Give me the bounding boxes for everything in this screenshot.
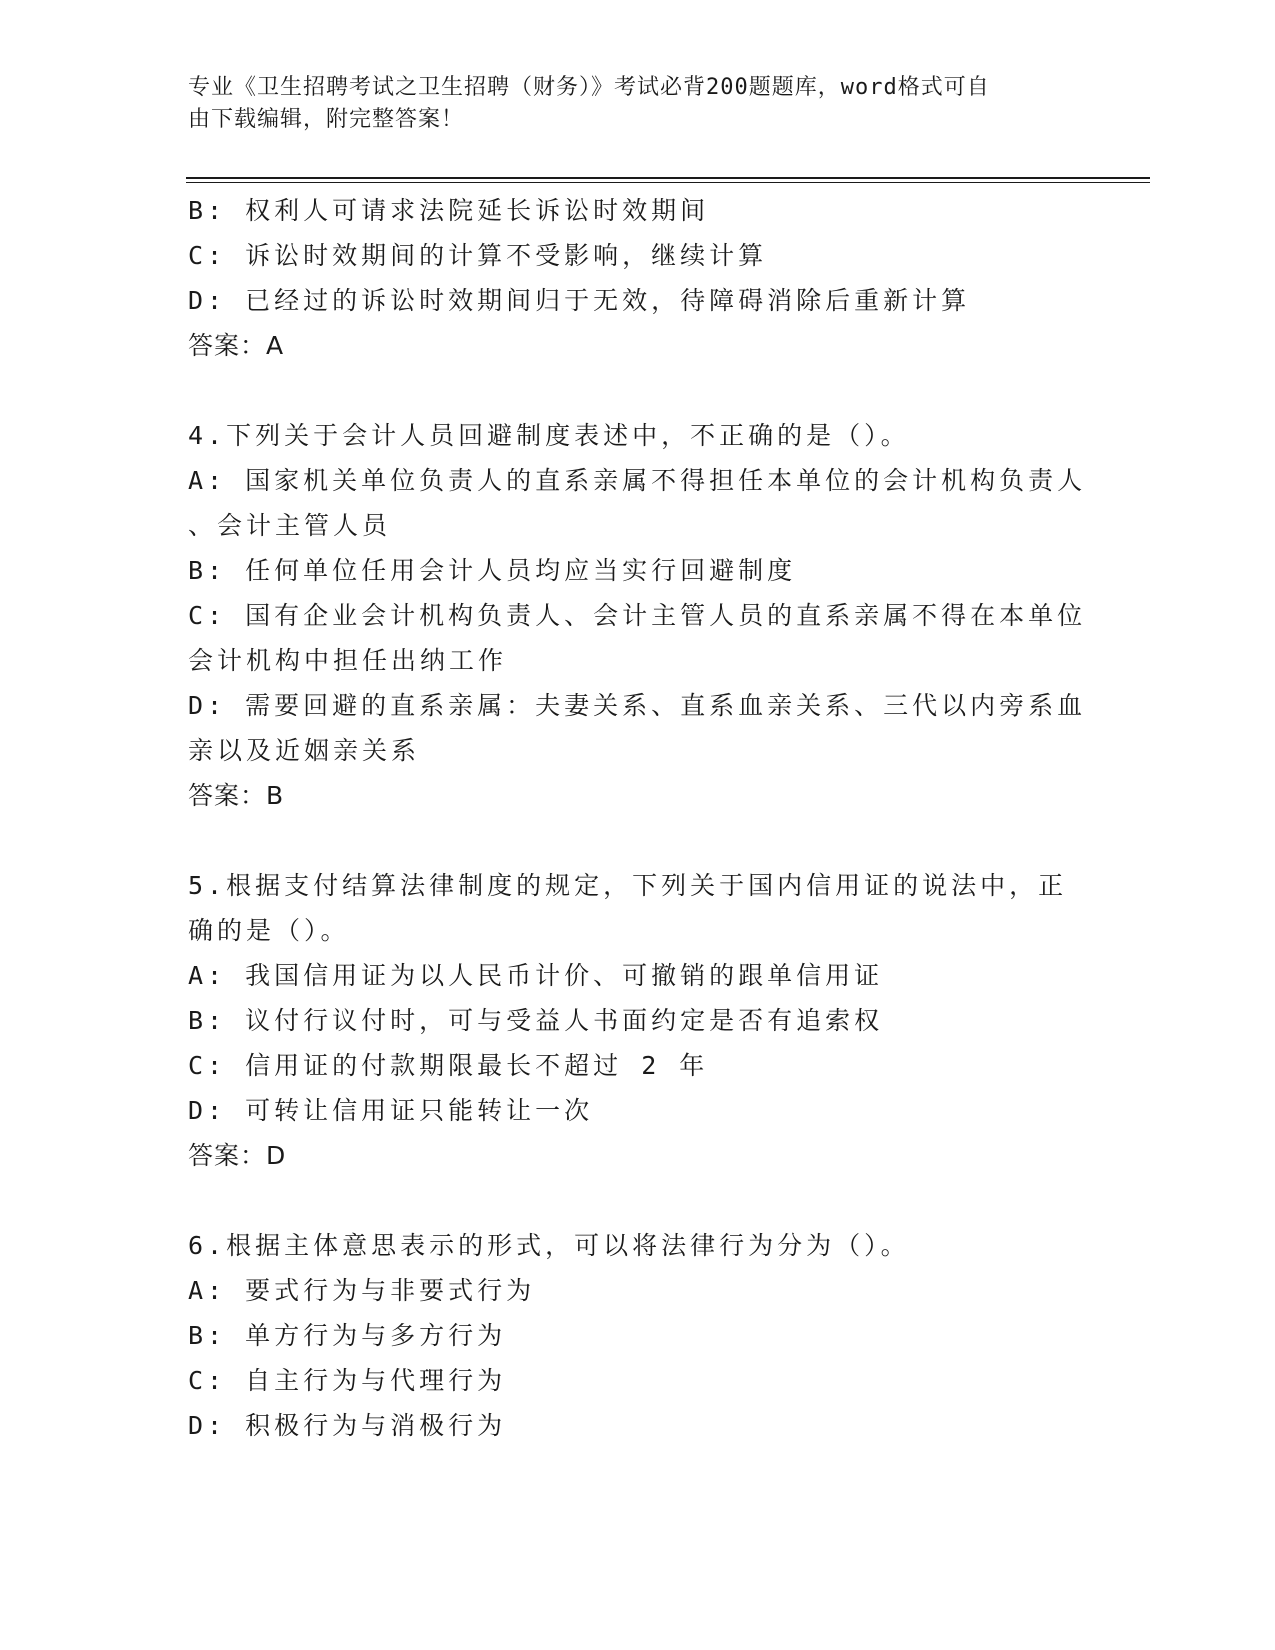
answer: 答案：D: [188, 1141, 287, 1170]
question-5: [188, 863, 1088, 1178]
option-a-continued: 、会计主管人员: [188, 511, 392, 540]
question-text-continued: 确的是（）。: [188, 916, 350, 945]
question-text: 6.根据主体意思表示的形式，可以将法律行为分为（）。: [188, 1231, 910, 1260]
spacer: [188, 818, 1088, 863]
header-line-2: 由下载编辑，附完整答案！: [188, 107, 465, 132]
option-d-continued: 亲以及近姻亲关系: [188, 736, 421, 765]
question-3-continued: [188, 188, 1088, 368]
option-c: C: 诉讼时效期间的计算不受影响，继续计算: [188, 241, 768, 270]
answer: 答案：B: [188, 781, 285, 810]
question-6: [188, 1223, 1088, 1448]
spacer: [188, 1178, 1088, 1223]
question-list: [188, 188, 1088, 1448]
option-b: B: 权利人可请求法院延长诉讼时效期间: [188, 196, 710, 225]
option-a: A: 我国信用证为以人民币计价、可撤销的跟单信用证: [188, 961, 884, 990]
document-header: [188, 72, 1068, 136]
answer: 答案：A: [188, 331, 285, 360]
option-a: A: 要式行为与非要式行为: [188, 1276, 536, 1305]
option-d: D: 可转让信用证只能转让一次: [188, 1096, 594, 1125]
option-b: B: 单方行为与多方行为: [188, 1321, 507, 1350]
question-4: [188, 413, 1088, 818]
option-b: B: 议付行议付时，可与受益人书面约定是否有追索权: [188, 1006, 884, 1035]
question-text: 4.下列关于会计人员回避制度表述中，不正确的是（）。: [188, 421, 910, 450]
question-text: 5.根据支付结算法律制度的规定，下列关于国内信用证的说法中，正: [188, 871, 1068, 900]
option-a: A: 国家机关单位负责人的直系亲属不得担任本单位的会计机构负责人: [188, 466, 1087, 495]
option-c: C: 国有企业会计机构负责人、会计主管人员的直系亲属不得在本单位: [188, 601, 1087, 630]
spacer: [188, 368, 1088, 413]
header-divider-thin: [186, 182, 1150, 183]
option-d: D: 已经过的诉讼时效期间归于无效，待障碍消除后重新计算: [188, 286, 971, 315]
option-c-continued: 会计机构中担任出纳工作: [188, 646, 508, 675]
header-divider-thick: [186, 177, 1150, 179]
option-c: C: 自主行为与代理行为: [188, 1366, 507, 1395]
header-line-1: 专业《卫生招聘考试之卫生招聘（财务）》考试必背200题题库，word格式可自: [188, 75, 990, 100]
option-d: D: 积极行为与消极行为: [188, 1411, 507, 1440]
option-c: C: 信用证的付款期限最长不超过 2 年: [188, 1051, 709, 1080]
option-b: B: 任何单位任用会计人员均应当实行回避制度: [188, 556, 797, 585]
option-d: D: 需要回避的直系亲属：夫妻关系、直系血亲关系、三代以内旁系血: [188, 691, 1087, 720]
